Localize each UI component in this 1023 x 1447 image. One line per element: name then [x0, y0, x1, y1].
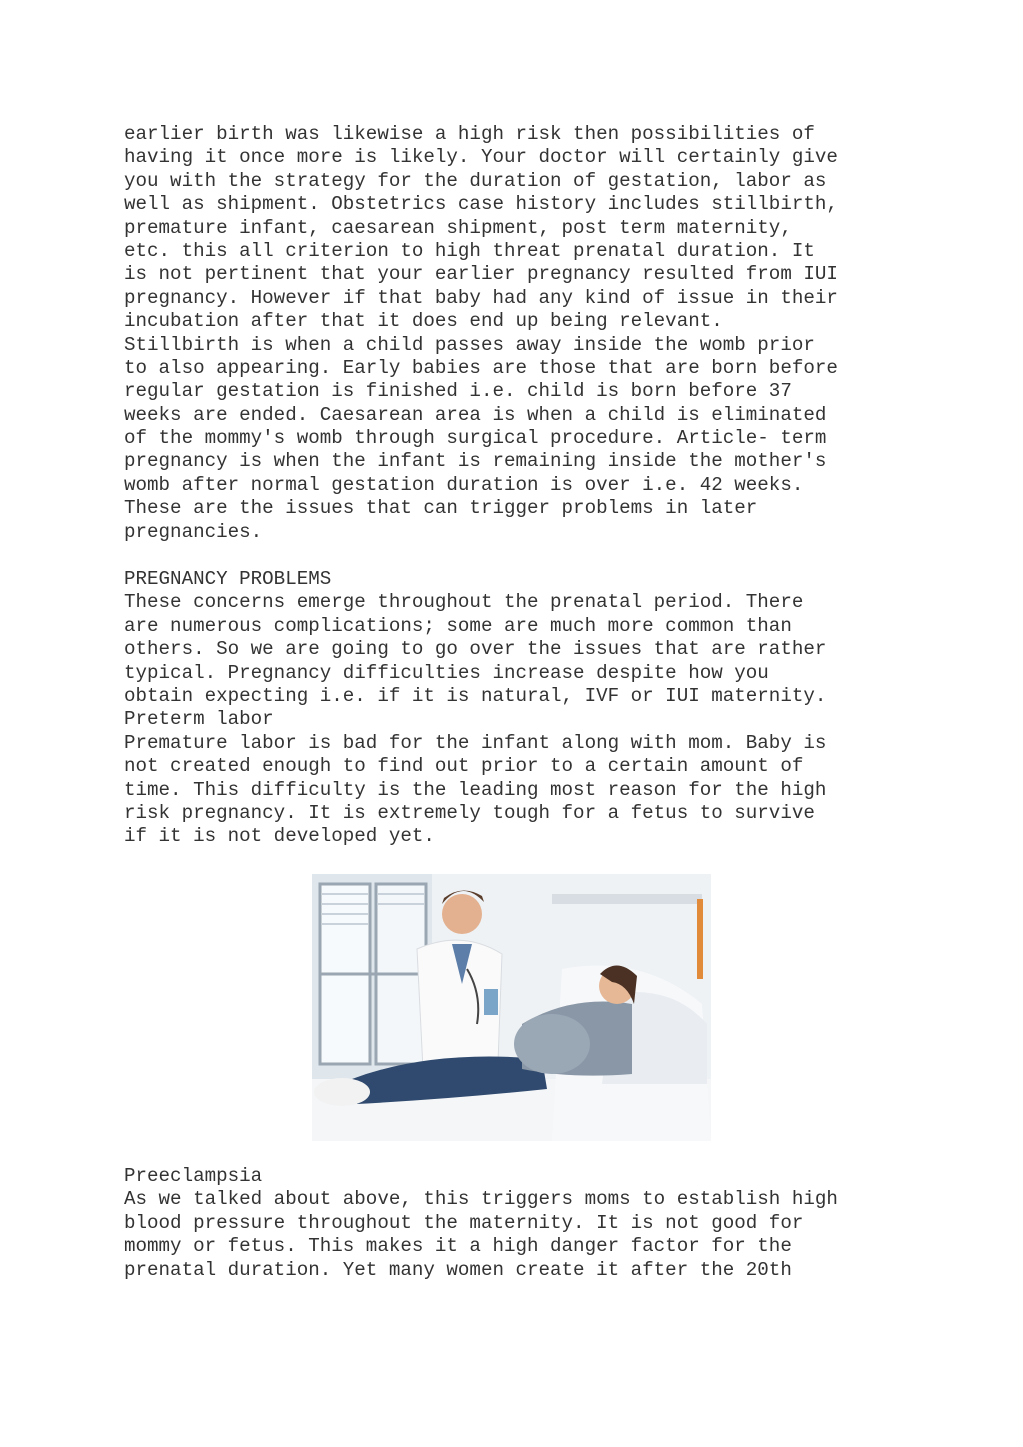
text-line: is not pertinent that your earlier pregnancy resulted from IUI: [124, 263, 838, 286]
text-line: womb after normal gestation duration is over i.e. 42 weeks.: [124, 473, 804, 496]
text-line: As we talked about above, this triggers moms to establish high: [124, 1188, 838, 1211]
text-line: risk pregnancy. It is extremely tough for a fetus to survive: [124, 801, 815, 824]
doctor-patient-photo: [312, 874, 711, 1141]
photo-illustration-icon: [312, 874, 711, 1141]
text-line: not created enough to find out prior to a certain amount of: [124, 755, 804, 778]
text-line: pregnancy. However if that baby had any kind of issue in their: [124, 286, 838, 309]
text-line: These are the issues that can trigger problems in later: [124, 497, 758, 520]
intro-paragraph: [124, 123, 924, 544]
text-line: are numerous complications; some are much more common than: [124, 614, 792, 637]
text-line: pregnancies.: [124, 520, 263, 543]
text-line: of the mommy's womb through surgical procedure. Article- term: [124, 427, 827, 450]
text-line: regular gestation is finished i.e. child is born before 37: [124, 380, 792, 403]
text-line: mommy or fetus. This makes it a high danger factor for the: [124, 1235, 792, 1258]
text-line: if it is not developed yet.: [124, 825, 435, 848]
text-line: weeks are ended. Caesarean area is when a child is eliminated: [124, 403, 827, 426]
text-line: time. This difficulty is the leading most reason for the high: [124, 778, 827, 801]
text-line: premature infant, caesarean shipment, post term maternity,: [124, 216, 792, 239]
text-line: etc. this all criterion to high threat prenatal duration. It: [124, 239, 815, 262]
text-line: These concerns emerge throughout the prenatal period. There: [124, 591, 804, 614]
text-line: obtain expecting i.e. if it is natural, IVF or IUI maternity.: [124, 684, 827, 707]
preeclampsia-section: [124, 1165, 924, 1282]
text-line: blood pressure throughout the maternity. It is not good for: [124, 1211, 804, 1234]
text-line: having it once more is likely. Your doctor will certainly give: [124, 146, 838, 169]
section-heading: PREGNANCY PROBLEMS: [124, 568, 332, 590]
text-line: typical. Pregnancy difficulties increase despite how you: [124, 661, 769, 684]
text-line: Stillbirth is when a child passes away inside the womb prior: [124, 333, 815, 356]
text-line: to also appearing. Early babies are those that are born before: [124, 356, 838, 379]
text-line: you with the strategy for the duration of gestation, labor as: [124, 169, 827, 192]
text-line: others. So we are going to go over the issues that are rather: [124, 638, 827, 661]
text-line: prenatal duration. Yet many women create it after the 20th: [124, 1258, 792, 1281]
subsection-heading: Preterm labor: [124, 708, 274, 731]
text-line: Premature labor is bad for the infant along with mom. Baby is: [124, 731, 827, 754]
pregnancy-problems-section: [124, 568, 924, 849]
subsection-heading: Preeclampsia: [124, 1165, 263, 1187]
text-line: well as shipment. Obstetrics case history includes stillbirth,: [124, 193, 838, 216]
text-line: pregnancy is when the infant is remaining inside the mother's: [124, 450, 827, 473]
text-line: incubation after that it does end up being relevant.: [124, 310, 723, 333]
text-line: earlier birth was likewise a high risk then possibilities of: [124, 123, 815, 145]
